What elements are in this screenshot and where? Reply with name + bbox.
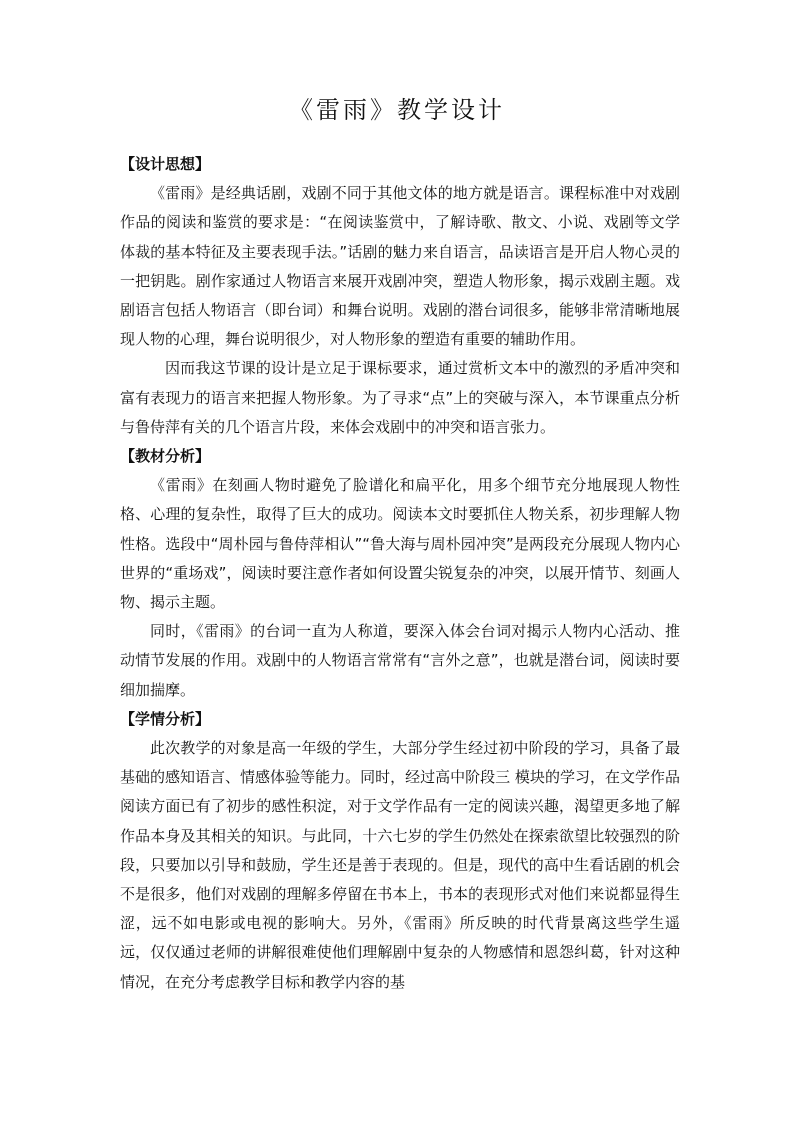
section-heading: 【设计思想】 xyxy=(120,155,211,173)
section-student-analysis xyxy=(120,705,680,997)
section-design-thought xyxy=(120,150,680,442)
section-heading: 【教材分析】 xyxy=(120,447,211,466)
paragraph: 《雷雨》在刻画人物时避免了脸谱化和扁平化，用多个细节充分地展现人物性格、心理的复杂性，取得了巨大的成功。阅读本文时要抓住人物关系，初步理解人物性格。选段中“周朴园与鲁侍萍相认”“鲁大海与周朴园冲突”是两段充分展现人物内心世界的“重场戏”，阅读时要注意作者如何设置尖锐复杂的冲突，以展开情节、刻画人物、揭示主题。 xyxy=(120,476,680,612)
document-title: 《雷雨》教学设计 xyxy=(289,96,505,124)
paragraph: 因而我这节课的设计是立足于课标要求，通过赏析文本中的激烈的矛盾冲突和富有表现力的语言来把握人物形象。为了寻求“点”上的突破与深入，本节课重点分析与鲁侍萍有关的几个语言片段，来体会戏剧中的冲突和语言张力。 xyxy=(120,359,680,436)
section-textbook-analysis xyxy=(120,442,680,705)
document-body xyxy=(120,150,680,997)
paragraph: 同时，《雷雨》的台词一直为人称道，要深入体会台词对揭示人物内心活动、推动情节发展的作用。戏剧中的人物语言常常有“言外之意”，也就是潜台词，阅读时要细加揣摩。 xyxy=(120,622,680,699)
paragraph: 此次教学的对象是高一年级的学生，大部分学生经过初中阶段的学习，具备了最基础的感知语言、情感体验等能力。同时，经过高中阶段三 模块的学习，在文学作品阅读方面已有了初步的感性积淀，对于文学作品有一定的阅读兴趣，渴望更多地了解作品本身及其相关的知识。与此同，十六七岁的学生仍然处在探索欲望比较强烈的阶段，只要加以引导和鼓励，学生还是善于表现的。但是，现代的高中生看话剧的机会不是很多，他们对戏剧的理解多停留在书本上，书本的表现形式对他们来说都显得生涩，远不如电影或电视的影响大。另外，《雷雨》所反映的时代背景离这些学生遥远，仅仅通过老师的讲解很难使他们理解剧中复杂的人物感情和恩怨纠葛，针对这种情况，在充分考虑教学目标和教学内容的基 xyxy=(120,739,680,991)
paragraph: 《雷雨》是经典话剧，戏剧不同于其他文体的地方就是语言。课程标准中对戏剧作品的阅读和鉴赏的要求是：“在阅读鉴赏中，了解诗歌、散文、小说、戏剧等文学体裁的基本特征及主要表现手法。”话剧的魅力来自语言，品读语言是开启人物心灵的一把钥匙。剧作家通过人物语言来展开戏剧冲突，塑造人物形象，揭示戏剧主题。戏剧语言包括人物语言（即台词）和舞台说明。戏剧的潜台词很多，能够非常清晰地展现人物的心理，舞台说明很少，对人物形象的塑造有重要的辅助作用。 xyxy=(120,184,680,349)
section-heading: 【学情分析】 xyxy=(120,709,211,728)
